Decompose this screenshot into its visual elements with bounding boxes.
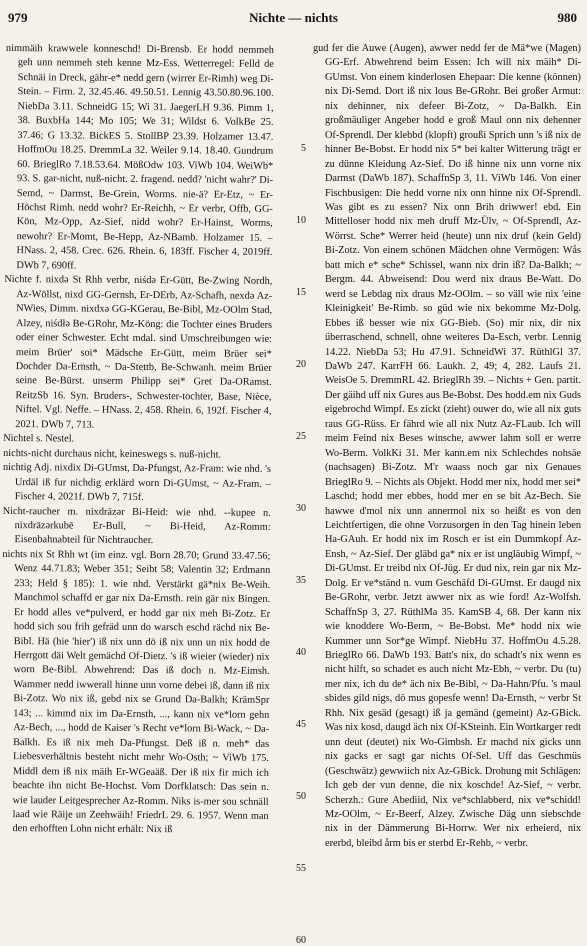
page-number-right: 980 [557, 10, 577, 25]
line-number: 55 [296, 863, 306, 874]
line-number: 60 [296, 935, 306, 946]
entry-paragraph: Nicht-raucher m. nixdrāzər Bi-Heid: wie nhd. --kupee n. nixdrāzərkubē Er-Bull, ~ Bi-Heid, Az-Romm: Eisenbahnabteil für Nichtraucher. [2, 505, 271, 547]
line-number: 45 [296, 719, 306, 730]
line-number: 25 [296, 431, 306, 442]
page-header [0, 0, 587, 30]
entry-paragraph: nichts-nicht durchaus nicht, keineswegs s. nuß-nicht. [3, 447, 222, 461]
line-number: 40 [296, 647, 306, 658]
entry-paragraph: nichtig Adj. nixdix Di-GUmst, Da-Pfungst, Az-Fram: wie nhd. 's Urdäl iß fur nichdig erklärd worn Di-GUmst, ~ Az-Fram. – Fischer 4, 2021f. DWb 7, 715f. [2, 462, 272, 504]
page-number-left: 979 [8, 10, 28, 25]
right-column [313, 42, 581, 906]
line-number: 20 [296, 359, 306, 370]
line-number-gutter [284, 42, 310, 946]
entry-paragraph: Nichte f. nixdə St Rhh verbr, niśdə Er-Gütt, Be-Zwing Nordh, Az-Wöllst, nixd GG-Gernsh, Er-DErb, Az-Schafh, nexdə Az-NWies, Dimm. nixdxə GG-KGerau, Be-Bibl, Mz-OOlm Stad, Alzey, niśdłə Be-GRohr, Mz-Köng: die Tochter eines Bruders oder einer Schwester. Echt mdal. sind Umschreibungen wie: meim Brüer' soi* Mädsche Er-Gütt, meim Brüer sei* Dochder Da-Ernsth, ~ Da-Stettb, Be-Schwanh. meim Brüer seine Be-Bürst. unserm Philipp sei* Gret Da-ORamst. ReitzSb 16. Syn. Bruders-, Schwester-tochter, Base, Nièce, Niftel. Vgl. Neffe. – HNass. 2, 458. Rhein. 6, 192f. Fischer 4, 2021. DWb 7, 713. [4, 274, 273, 431]
entry-paragraph: nichts nix St Rhh wt (im einz. vgl. Born 28.70; Grund 33.47.56; Wenz 44.71.83; Weber 351; Seibt 58; Valentin 32; Erdmann 233; Held § 185): 1. wie nhd. Verstärkt gä*nix Be-Weih. Manchmol schaffd er gar nix Da-Ernsth. rein gär nix Bingen. Er hodd alles ve*pulverd, er hodd gar nix meh Bi-Zotz. Er hodd sich sou frih gefräd unn do warsch eschd rächd nix Be-Bibl. Hä (hie 'hier') iß nix unn dö iß nix unn un nix hodd de Herrgott däi Welt gemächd Of-Dietz. 's iß wieier (wieder) nix worn Be-Bibl. Abwehrend: Das iß doch n. Mz-Eimsh. Wammer nedd iwwerall hinne unn vorne debei iß, dann iß nix Bi-Zotz. Wo nix iß, gebd nix se Grund Da-Balkh; KrämSpr 143; ... kimmd nix im Da-Ernsth, ..., kann nix ve*lorn gehn Az-Bech, ..., hodd de Kaiser 's Recht ve*lorn Bi-Wack, ~ Da-Balkh. Es iß nix meh Da-Pfungst. Deß iß n. meh* das Liebesverhältnis besteht nicht mehr Wo-Osth; ~ ViWb 175. Middl dem iß nix mäih Er-WGeaäß. Der iß nix fir mich ich beachte ihn nicht Be-Hochst. Vom Dorfklatsch: Das sein n. wie lauder Leitgesprecher Az-Romm. Niks is-mer sou schnäll laad wie Räije un Zeehwäih! FriedrL 29. 6. 1957. Wenn man den erhofften Lohn nicht erhält: Nix iß [2, 548, 271, 836]
entry-paragraph: Nichtel s. Nestel. [3, 433, 75, 445]
line-number: 35 [296, 575, 306, 586]
line-number: 15 [296, 287, 306, 298]
line-number: 5 [301, 143, 306, 154]
left-column [0, 42, 274, 908]
entry-paragraph: gud fer die Auwe (Augen), awwer nedd fer de Mä*we (Magen) GG-Erf. Abwehrend beim Essen: Ich will nix mäih* Di-GUmst. Von einem kinderlosen Ehepaar: Die kenne (können) nix Di-Semd. Dort iß nix lous Be-GRohr. Bei großer Armut: nix dehinner, nix defeer Bi-Zotz, ~ Da-Balkh. Ein großmäuliger Angeber hodd e groß Maul onn nix dehenner Of-Sprendl. Der klebbd (klopft) groußi Sprich unn 's iß nix de hinner Be-Bobst. Er hodd nix 5* bei kalter Witterung trägt er zu dünne Kleidung Az-Sief. Do iß hinne nix unn vorne nix Darmst (DaWb 187). SchaffnSp 3, 11. ViWb 146. Von einer Fischbusigen: Die hedd vorne nix onn hinne nix Of-Sprendl. Was gibt es zu essen? Nix onn Brih driwwer! ebd. Ein Mittelloser hodd nix meh druff Mz-Ülv, ~ Of-Sprendl, Az-Wörrst. Sche* Werrer heid (heute) unn nix druf (kein Geld) Bi-Zotz. Von einem schönen Mädchen ohne Vermögen: Wås batt mich e* sche* Schissel, wann nix drin iß? Da-Balkh; ~ Bergm. 44. Abweisend: Dou werd nix draus Be-Watt. Do werd se Lebdag nix draus Mz-OOlm. – so väll wie nix 'eine Kleinigkeit' Be-Rimb. so güd wie nix bekomme Mz-Dolg. Ebbes iß besser wie nix GG-Bieb. (So) mir nix, dir nix überraschend, schnell, ohne weiteres Da-Esch, verbr. Lennig 14.22. NiebDa 53; Hu 47.91. SchneidWi 37. RüthlGl 37. DaWb 247. KarrFH 66. Laukh. 2, 49; 4, 282. Laufs 21. WeisOe 5. DremmRL 42. BrieglRh 39. – Nichts + Gen. partit. Der gäihd uff nix Gures aus Be-Bobst. Des hodd.em nix Guds eigebrochd Wimpf. Es zickt (zieht) ouwer do, wie all nix guts raus GG-Rüss. Er fährd wie all nix Nutz Az-FLaub. Ich will meim Feind nix Beses winsche, awwer lahm soll er werre Wo-Berm. VolkKi 31. Mer kann.em nix Schlechdes nohsäe (nachsagen) Bi-Zotz. M'r waass noch gar nix Genaues BrieglRo 9. – Nichts als Objekt. Hodd mer nix, hodd mer sei* Laschd; hodd mer ebbes, hodd mer en se bit Az-Bech. Sie hawwe d'mol nix unn annermol nix so heißt es von den Leichtfertigen, die ohne Vorzusorgen in den Tag hinein leben Ha-GAuh. Er hodd nix im Rosch er ist ein Dummkopf Az-Ensh, ~ Az-Sief. Der gläbd ga* nix er ist ungläubig Wimpf, ~ Di-GUmst. Er treibd nix Of-Jüg. Er dud nix, rein gar nix Mz-Dolg. Er ve*ständ n. vum Geschäfd Di-GUmst. Er daugd nix Be-GRohr, verbr. Jetzt awwer nix as wie ford! Az-Wolfsh. SchaffnSp 3, 27. RüthlMa 35. KamSB 4, 68. Der kann nix wie knoddere Wo-Berm, ~ Be-Bobst. Me* hodd nix wie Kummer unn Sor*ge Wimpf. NiebHu 37. HoffmOu 4.5.28. BrieglRo 66. DaWb 193. Batt's nix, do schadt's nix wenn es nicht hilft, so schadet es auch nicht Mz-Ebh, ~ verbr. Du (tu) mer nix, ich du de* äch nix Be-Bibl, ~ Da-Hahn/Pfu. 's maul sbides gild nigs, dö mus gopesfe wenn! Da-Ernsth, ~ verbr St Rhh. Nix gesäd (gesagt) iß ja gemänd (gemeint) Az-GBick. Was nix kosd, daugd äch nix Of-KSteinh. Ein Wortkarger redt unn deut (deutet) nix Wo-Gimbsh. Er machd nix gicks unn nix gacks er sagt gar nichts Of-Sel. Uff das Geschmüs (Geschwätz) gewwiich nix Az-GBick. Drohung mit Schlägen: Ich geb der vun denne, die nix koschde! Az-Sief, ~ verbr. Scherzh.: Gure Abediid, Nix ve*schlabberd, nix ve*schidd! Mz-OOlm, ~ Er-Beerf, Alzey. Zwische Däg unn siebschde nix in der Dämmerung Bi-Horrw. Wer nix erheierd, nix ererbd, bleibd årm bis er sterbd Er-Rehb, ~ verbr. [313, 43, 581, 849]
running-head: Nichte — nichts [249, 10, 338, 25]
entry-paragraph: nimmäih krawwele konneschd! Di-Brensb. Er hodd nemmeh geh unn nemmeh steh kenne Mz-Ess. Wetterregel: Felld de Schnäi in Dreck, gähr-e* nedd gern (wirrer Er-Rimh) weg Di-Stein. – Firm. 2, 32.45.46. 49.50.51. Lennig 43.50.80.96.100. NiebDa 3.11. SchneidG 15; Wi 31. JaegerLH 9.36. Pimm 1, 38. BuxbHa 144; Mo 105; We 31; Wildst 6. VolkBe 25. 37.46; G 13.32. BickES 5. StollBP 23.39. Holzamer 13.47. HoffmOu 18.25. DremmLa 32. Weiler 9.14. 18.40. Gundrum 60. BrieglRo 7.18.53.64. MößOdw 103. ViWb 104. WeiWb* 93. S. gar-nicht, nuß-nicht. 2. fragend. nedd? 'nicht wahr?' Di-Semd, ~ Darmst, Be-Grein, Worms. nie-ä? Er-Etz, ~ Er-Höchst Rimh. nedd wohr? Er-Reichh, ~ Er verbr, Offb, GG-Kön, Mz-Opp, Az-Sief, nidd wohr? Er-Hainst, Worms, newohr? Er-Momt, Be-Hepp, Az-NBamb. Holzamer 15. – HNass. 2, 458. Crec. 626. Rhein. 6, 183ff. Fischer 4, 2019ff. DWb 7, 690ff. [5, 42, 274, 272]
line-number: 50 [296, 791, 306, 802]
line-number: 30 [296, 503, 306, 514]
line-number: 10 [296, 215, 306, 226]
